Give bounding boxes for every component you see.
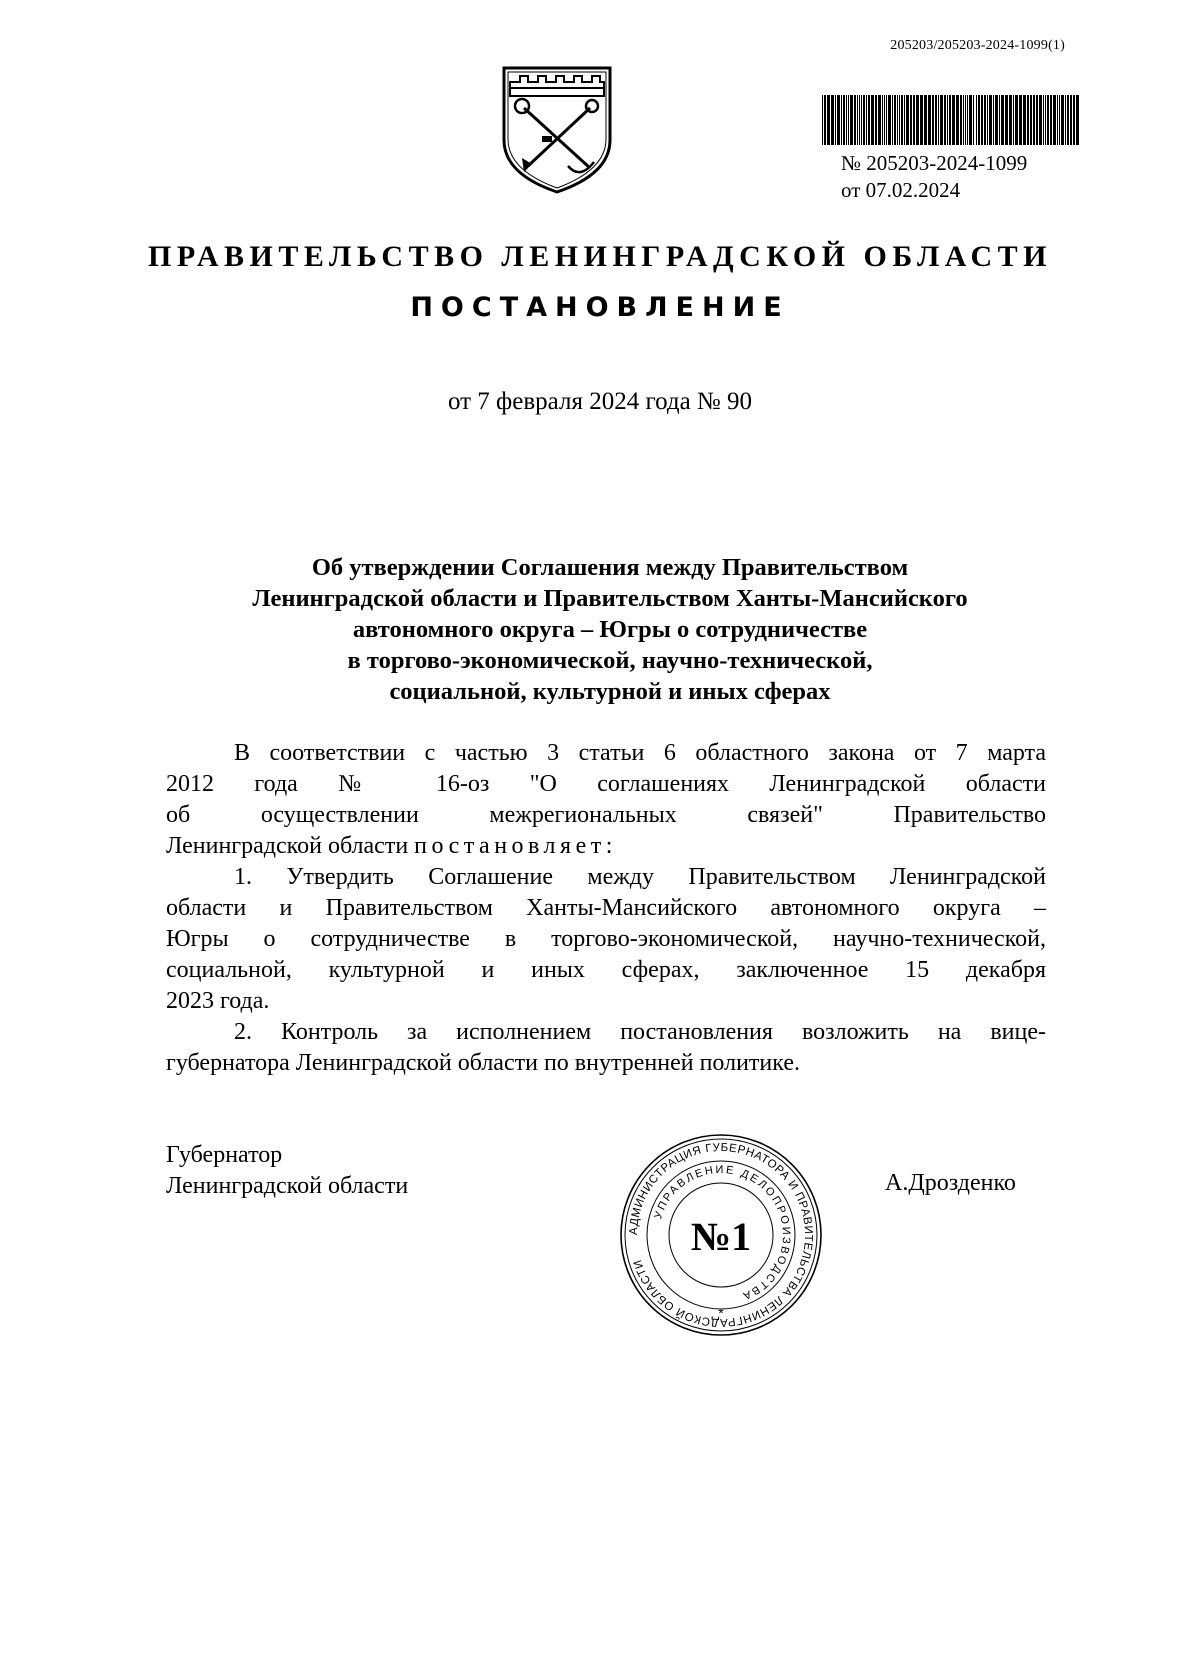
body-line: Югры о сотрудничестве в торгово-экономической, научно-технической, [166, 926, 1046, 952]
barcode-bar [882, 95, 883, 145]
barcode-bar [861, 95, 862, 145]
government-name-heading: ПРАВИТЕЛЬСТВО ЛЕНИНГРАДСКОЙ ОБЛАСТИ [148, 240, 1052, 273]
document-type-heading: ПОСТАНОВЛЕНИЕ [410, 292, 790, 323]
barcode-bar [949, 95, 951, 145]
barcode-bar [935, 95, 937, 145]
barcode-bar [1005, 95, 1008, 145]
barcode-bar [940, 95, 943, 145]
barcode-bar [859, 95, 860, 145]
barcode-bar [1047, 95, 1049, 145]
barcode-bar [1059, 95, 1060, 145]
barcode-bar [835, 95, 836, 145]
barcode-bar [886, 95, 887, 145]
barcode-bar [1019, 95, 1022, 145]
signer-title-line: Ленинградской области [166, 1173, 409, 1199]
body-line: 1. Утвердить Соглашение между Правительством Ленинградской [234, 864, 1046, 890]
body-line: социальной, культурной и иных сферах, заключенное 15 декабря [166, 957, 1046, 983]
barcode-bar [999, 95, 1000, 145]
barcode-bar [1045, 95, 1046, 145]
official-stamp-seal [618, 1132, 824, 1338]
title-line: Ленинградской области и Правительством Ханты-Мансийского [252, 585, 968, 612]
document-body [166, 738, 1046, 1079]
barcode-bar [850, 95, 853, 145]
barcode-bar [866, 95, 867, 145]
barcode-bar [932, 95, 934, 145]
barcode-bar [854, 95, 856, 145]
barcode-bar [897, 95, 898, 145]
body-line: области и Правительством Ханты-Мансийского автономного округа – [166, 895, 1046, 921]
barcode-bar [916, 95, 919, 145]
barcode-bar [938, 95, 939, 145]
barcode-bar [901, 95, 903, 145]
document-date-number: от 7 февраля 2024 года № 90 [447, 388, 753, 415]
barcode-bar [1050, 95, 1052, 145]
barcode-bar [1009, 95, 1012, 145]
barcode-bar [888, 95, 891, 145]
barcode-bar [1061, 95, 1064, 145]
barcode-bar [963, 95, 964, 145]
stamp-star-icon: * [718, 1305, 724, 1321]
barcode-bar [987, 95, 988, 145]
barcode-bar [1030, 95, 1032, 145]
barcode-bar [965, 95, 966, 145]
barcode-bar [1001, 95, 1004, 145]
body-text-fragment: Ленинградской области [166, 833, 415, 859]
barcode-bar [1065, 95, 1066, 145]
barcode-bar [831, 95, 834, 145]
barcode-bar [956, 95, 959, 145]
barcode-bar [875, 95, 877, 145]
resolves-word: постановляет: [414, 833, 617, 859]
stamp-inner-text: УПРАВЛЕНИЕ ДЕЛОПРОИЗВОДСТВА [652, 1163, 793, 1303]
barcode-icon [822, 95, 1082, 145]
signer-name: А.Дрозденко [885, 1170, 1016, 1196]
barcode-bar [978, 95, 980, 145]
barcode-bar [1033, 95, 1035, 145]
barcode-bar [1067, 95, 1069, 145]
barcode-bar [1027, 95, 1029, 145]
barcode-bar [843, 95, 845, 145]
barcode-bar [1015, 95, 1018, 145]
barcode-bar [824, 95, 826, 145]
barcode-bar [1023, 95, 1026, 145]
barcode-bar [904, 95, 905, 145]
document-reference-code: 205203/205203-2024-1099(1) [890, 38, 1065, 53]
body-line: 2. Контроль за исполнением постановления возложить на вице- [234, 1019, 1046, 1045]
barcode-bar [928, 95, 931, 145]
barcode-bar [868, 95, 870, 145]
signer-title-line: Губернатор [166, 1142, 283, 1168]
barcode-bar [984, 95, 986, 145]
barcode-bar [848, 95, 849, 145]
body-line: губернатора Ленинградской области по внутренней политике. [166, 1050, 800, 1076]
barcode-bar [947, 95, 948, 145]
barcode-bar [1036, 95, 1038, 145]
barcode-bar [960, 95, 962, 145]
barcode-bar [906, 95, 909, 145]
barcode-bar [1070, 95, 1072, 145]
coat-of-arms-icon [498, 62, 616, 196]
barcode-bar [989, 95, 992, 145]
title-line: Об утверждении Соглашения между Правительством [311, 554, 909, 581]
body-line: В соответствии с частью 3 статьи 6 областного закона от 7 марта [234, 740, 1046, 766]
barcode-bar [871, 95, 874, 145]
barcode-bar [967, 95, 968, 145]
barcode-bar [913, 95, 915, 145]
barcode-bar [924, 95, 927, 145]
body-line: 2023 года. [166, 988, 270, 1014]
barcode-bar [846, 95, 847, 145]
barcode-bar [981, 95, 983, 145]
registration-date: от 07.02.2024 [841, 178, 961, 202]
barcode-bar [1076, 95, 1079, 145]
barcode-bar [952, 95, 955, 145]
barcode-bar [863, 95, 865, 145]
barcode-bar [1073, 95, 1075, 145]
barcode-bar [995, 95, 998, 145]
barcode-bar [894, 95, 896, 145]
barcode-bar [841, 95, 842, 145]
barcode-bar [1039, 95, 1042, 145]
stamp-outer-text: АДМИНИСТРАЦИЯ ГУБЕРНАТОРА И ПРАВИТЕЛЬСТВА ЛЕНИНГРАДСКОЙ ОБЛАСТИ [627, 1141, 815, 1329]
barcode-bar [827, 95, 830, 145]
stamp-number: №1 [690, 1214, 752, 1259]
barcode-bar [976, 95, 977, 145]
barcode-bar [899, 95, 900, 145]
barcode-bar [857, 95, 858, 145]
barcode-bar [884, 95, 885, 145]
barcode-bar [1057, 95, 1058, 145]
barcode-bar [1043, 95, 1044, 145]
title-line: социальной, культурной и иных сферах [389, 678, 831, 705]
barcode-bar [892, 95, 893, 145]
barcode-bar [969, 95, 972, 145]
barcode-bar [910, 95, 912, 145]
barcode-bar [920, 95, 923, 145]
barcode-bar [1053, 95, 1056, 145]
body-line [166, 831, 1046, 862]
barcode-bar [822, 95, 823, 145]
barcode-bar [837, 95, 840, 145]
document-title [160, 552, 1060, 707]
barcode-bar [993, 95, 994, 145]
barcode-bar [973, 95, 974, 145]
barcode-bar [878, 95, 881, 145]
body-line: 2012 года № 16-оз "О соглашениях Ленинградской области [166, 771, 1046, 797]
title-line: автономного округа – Югры о сотрудничестве [352, 616, 868, 643]
body-line: об осуществлении межрегиональных связей" Правительство [166, 802, 1046, 828]
signer-title [166, 1140, 408, 1202]
barcode-bar [1013, 95, 1014, 145]
barcode-bar [944, 95, 946, 145]
registration-number: № 205203-2024-1099 [841, 151, 1028, 175]
title-line: в торгово-экономической, научно-технической, [347, 647, 873, 674]
